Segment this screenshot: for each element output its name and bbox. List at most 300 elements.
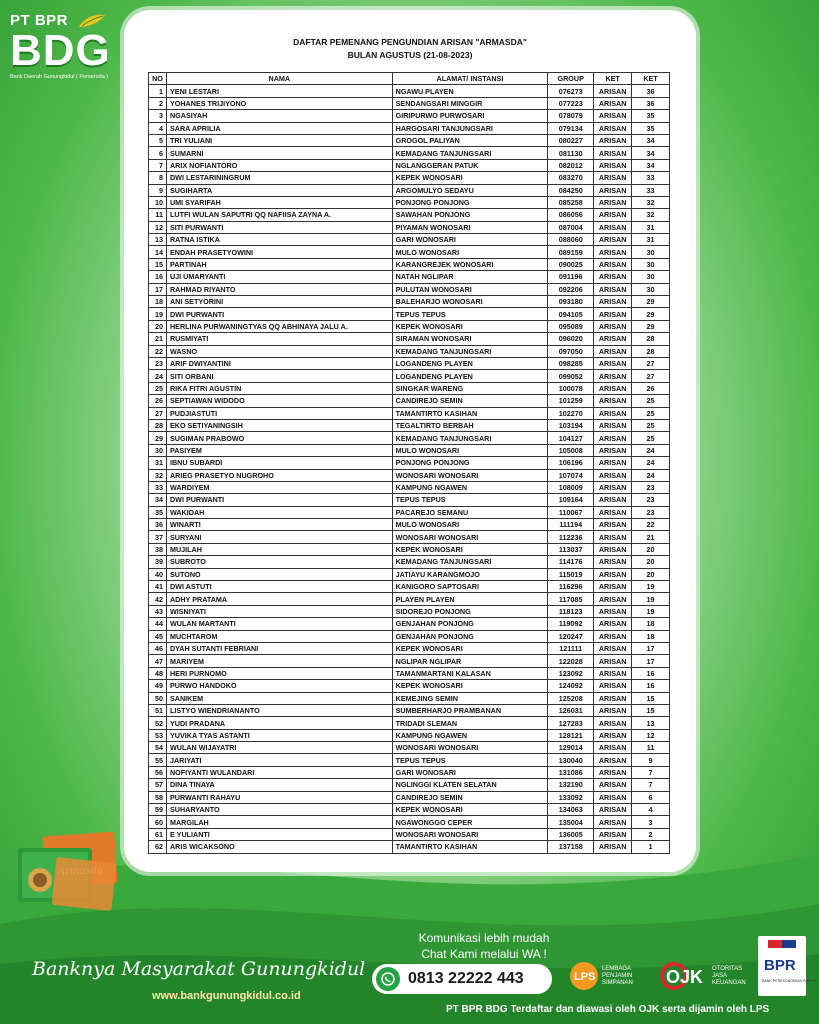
cell-ket-2: 34 bbox=[632, 147, 670, 159]
cell-ket-2: 22 bbox=[632, 519, 670, 531]
cell-nama: SARA APRILIA bbox=[166, 122, 392, 134]
cell-group: 097050 bbox=[548, 345, 594, 357]
table-row bbox=[149, 97, 670, 109]
regulatory-statement: PT BPR BDG Terdaftar dan diawasi oleh OJK serta dijamin oleh LPS bbox=[446, 1004, 770, 1015]
cell-ket: ARISAN bbox=[594, 469, 632, 481]
cell-alamat: LOGANDENG PLAYEN bbox=[392, 357, 548, 369]
cell-nama: PURWANTI RAHAYU bbox=[166, 791, 392, 803]
cell-ket-2: 12 bbox=[632, 729, 670, 741]
cell-group: 100078 bbox=[548, 382, 594, 394]
whatsapp-contact[interactable] bbox=[372, 964, 552, 994]
cell-alamat: NGLINGGI KLATEN SELATAN bbox=[392, 779, 548, 791]
cell-alamat: BALEHARJO WONOSARI bbox=[392, 296, 548, 308]
cell-no: 9 bbox=[149, 184, 167, 196]
cell-no: 25 bbox=[149, 382, 167, 394]
cell-alamat: MULO WONOSARI bbox=[392, 519, 548, 531]
whatsapp-number: 0813 22222 443 bbox=[408, 970, 524, 987]
cell-group: 093180 bbox=[548, 296, 594, 308]
cell-group: 077223 bbox=[548, 97, 594, 109]
cell-ket: ARISAN bbox=[594, 642, 632, 654]
cell-ket: ARISAN bbox=[594, 271, 632, 283]
cell-alamat: TEPUS TEPUS bbox=[392, 494, 548, 506]
cell-nama: RATNA ISTIKA bbox=[166, 234, 392, 246]
cell-alamat: NATAH NGLIPAR bbox=[392, 271, 548, 283]
cell-group: 089159 bbox=[548, 246, 594, 258]
cell-ket-2: 25 bbox=[632, 407, 670, 419]
cell-nama: SEPTIAWAN WIDODO bbox=[166, 395, 392, 407]
cell-ket: ARISAN bbox=[594, 457, 632, 469]
cell-ket: ARISAN bbox=[594, 184, 632, 196]
cell-ket-2: 24 bbox=[632, 469, 670, 481]
table-row bbox=[149, 469, 670, 481]
cell-alamat: KEPEK WONOSARI bbox=[392, 320, 548, 332]
cell-ket: ARISAN bbox=[594, 630, 632, 642]
cell-alamat: GROGOL PALIYAN bbox=[392, 134, 548, 146]
table-row bbox=[149, 494, 670, 506]
cell-group: 111194 bbox=[548, 519, 594, 531]
cell-ket: ARISAN bbox=[594, 110, 632, 122]
table-row bbox=[149, 382, 670, 394]
cell-nama: YOHANES TRIJIYONO bbox=[166, 97, 392, 109]
cell-nama: PARTINAH bbox=[166, 258, 392, 270]
cell-group: 125208 bbox=[548, 692, 594, 704]
cell-no: 58 bbox=[149, 791, 167, 803]
cell-nama: EKO SETIYANINGSIH bbox=[166, 419, 392, 431]
cell-nama: YUVIKA TYAS ASTANTI bbox=[166, 729, 392, 741]
table-row bbox=[149, 828, 670, 840]
cell-ket: ARISAN bbox=[594, 221, 632, 233]
bpr-sub: BANK PEREKONOMIAN RAKYAT bbox=[762, 979, 817, 983]
table-row bbox=[149, 568, 670, 580]
table-row bbox=[149, 196, 670, 208]
table-row bbox=[149, 729, 670, 741]
cell-ket: ARISAN bbox=[594, 667, 632, 679]
cell-nama: ANI SETYORINI bbox=[166, 296, 392, 308]
cell-ket: ARISAN bbox=[594, 97, 632, 109]
table-row bbox=[149, 258, 670, 270]
cell-group: 137158 bbox=[548, 841, 594, 853]
table-row bbox=[149, 122, 670, 134]
cell-alamat: TEPUS TEPUS bbox=[392, 754, 548, 766]
cell-alamat: JATIAYU KARANGMOJO bbox=[392, 568, 548, 580]
cell-alamat: KEPEK WONOSARI bbox=[392, 642, 548, 654]
cell-nama: DWI LESTARININGRUM bbox=[166, 172, 392, 184]
cell-group: 094105 bbox=[548, 308, 594, 320]
col-header-group: GROUP bbox=[548, 73, 594, 85]
table-row bbox=[149, 209, 670, 221]
cell-ket-2: 9 bbox=[632, 754, 670, 766]
cell-ket: ARISAN bbox=[594, 333, 632, 345]
cell-ket: ARISAN bbox=[594, 531, 632, 543]
cell-ket-2: 16 bbox=[632, 680, 670, 692]
cell-alamat: SENDANGSARI MINGGIR bbox=[392, 97, 548, 109]
table-row bbox=[149, 593, 670, 605]
cell-no: 39 bbox=[149, 556, 167, 568]
cell-nama: DWI PURWANTI bbox=[166, 494, 392, 506]
cell-no: 36 bbox=[149, 519, 167, 531]
cell-no: 4 bbox=[149, 122, 167, 134]
cell-ket: ARISAN bbox=[594, 742, 632, 754]
cell-group: 120247 bbox=[548, 630, 594, 642]
cell-alamat: WONOSARI WONOSARI bbox=[392, 828, 548, 840]
table-row bbox=[149, 630, 670, 642]
cell-group: 119092 bbox=[548, 618, 594, 630]
cell-no: 32 bbox=[149, 469, 167, 481]
cell-ket: ARISAN bbox=[594, 246, 632, 258]
cell-group: 121111 bbox=[548, 642, 594, 654]
cell-no: 7 bbox=[149, 159, 167, 171]
cell-nama: WASNO bbox=[166, 345, 392, 357]
cell-no: 33 bbox=[149, 481, 167, 493]
lps-sub-2: PENJAMIN bbox=[602, 973, 633, 979]
cell-no: 1 bbox=[149, 85, 167, 97]
cell-group: 126031 bbox=[548, 704, 594, 716]
cell-alamat: TRIDADI SLEMAN bbox=[392, 717, 548, 729]
cell-ket: ARISAN bbox=[594, 680, 632, 692]
cell-group: 136005 bbox=[548, 828, 594, 840]
cell-alamat: KEMADANG TANJUNGSARI bbox=[392, 147, 548, 159]
cell-ket-2: 28 bbox=[632, 333, 670, 345]
cell-alamat: TEGALTIRTO BERBAH bbox=[392, 419, 548, 431]
cell-ket-2: 30 bbox=[632, 258, 670, 270]
cell-ket: ARISAN bbox=[594, 481, 632, 493]
cell-no: 12 bbox=[149, 221, 167, 233]
cell-no: 24 bbox=[149, 370, 167, 382]
cell-ket-2: 27 bbox=[632, 357, 670, 369]
table-row bbox=[149, 531, 670, 543]
lps-logo bbox=[568, 956, 654, 996]
whatsapp-icon bbox=[376, 967, 400, 991]
cell-ket: ARISAN bbox=[594, 581, 632, 593]
cell-alamat: KEMADANG TANJUNGSARI bbox=[392, 345, 548, 357]
cell-group: 099052 bbox=[548, 370, 594, 382]
website-url[interactable]: www.bankgunungkidul.co.id bbox=[152, 990, 301, 1002]
cell-ket: ARISAN bbox=[594, 258, 632, 270]
table-row bbox=[149, 742, 670, 754]
cell-no: 8 bbox=[149, 172, 167, 184]
cell-group: 102270 bbox=[548, 407, 594, 419]
cell-nama: WARDIYEM bbox=[166, 481, 392, 493]
cell-ket-2: 35 bbox=[632, 110, 670, 122]
cell-nama: NGASIYAH bbox=[166, 110, 392, 122]
cell-no: 26 bbox=[149, 395, 167, 407]
cell-alamat: GARI WONOSARI bbox=[392, 766, 548, 778]
cell-group: 108009 bbox=[548, 481, 594, 493]
cell-ket-2: 33 bbox=[632, 172, 670, 184]
cell-ket: ARISAN bbox=[594, 816, 632, 828]
cell-ket-2: 23 bbox=[632, 494, 670, 506]
cell-nama: WAKIDAH bbox=[166, 506, 392, 518]
cell-ket: ARISAN bbox=[594, 568, 632, 580]
cell-no: 41 bbox=[149, 581, 167, 593]
col-header-ket-2: KET bbox=[632, 73, 670, 85]
cell-no: 51 bbox=[149, 704, 167, 716]
cell-alamat: PACAREJO SEMANU bbox=[392, 506, 548, 518]
cell-ket-2: 20 bbox=[632, 543, 670, 555]
cell-ket-2: 16 bbox=[632, 667, 670, 679]
cell-no: 56 bbox=[149, 766, 167, 778]
cell-nama: ARIEG PRASETYO NUGROHO bbox=[166, 469, 392, 481]
cell-ket: ARISAN bbox=[594, 841, 632, 853]
cell-ket-2: 13 bbox=[632, 717, 670, 729]
cell-no: 62 bbox=[149, 841, 167, 853]
cell-alamat: WONOSARI WONOSARI bbox=[392, 469, 548, 481]
cell-group: 131086 bbox=[548, 766, 594, 778]
cell-ket: ARISAN bbox=[594, 779, 632, 791]
cell-nama: E YULIANTI bbox=[166, 828, 392, 840]
cell-nama: RAHMAD RIYANTO bbox=[166, 283, 392, 295]
cell-group: 110067 bbox=[548, 506, 594, 518]
table-row bbox=[149, 704, 670, 716]
cell-nama: ENDAH PRASETYOWINI bbox=[166, 246, 392, 258]
cell-no: 29 bbox=[149, 432, 167, 444]
cell-ket: ARISAN bbox=[594, 543, 632, 555]
cell-ket: ARISAN bbox=[594, 766, 632, 778]
table-row bbox=[149, 667, 670, 679]
cell-group: 117085 bbox=[548, 593, 594, 605]
cell-no: 57 bbox=[149, 779, 167, 791]
cell-alamat: SIDOREJO PONJONG bbox=[392, 605, 548, 617]
cell-no: 20 bbox=[149, 320, 167, 332]
cell-nama: DWI PURWANTI bbox=[166, 308, 392, 320]
table-row bbox=[149, 754, 670, 766]
cell-group: 101259 bbox=[548, 395, 594, 407]
cell-group: 076273 bbox=[548, 85, 594, 97]
cell-group: 135004 bbox=[548, 816, 594, 828]
cell-ket-2: 30 bbox=[632, 246, 670, 258]
cell-ket: ARISAN bbox=[594, 506, 632, 518]
bpr-logo bbox=[758, 936, 817, 996]
cell-alamat: KAMPUNG NGAWEN bbox=[392, 729, 548, 741]
table-header-row bbox=[149, 73, 670, 85]
cell-ket-2: 34 bbox=[632, 134, 670, 146]
cell-nama: NOFIYANTI WULANDARI bbox=[166, 766, 392, 778]
table-row bbox=[149, 159, 670, 171]
cell-nama: MARIYEM bbox=[166, 655, 392, 667]
table-row bbox=[149, 581, 670, 593]
cell-alamat: GENJAHAN PONJONG bbox=[392, 618, 548, 630]
cell-alamat: PLAYEN PLAYEN bbox=[392, 593, 548, 605]
table-row bbox=[149, 246, 670, 258]
cell-alamat: TEPUS TEPUS bbox=[392, 308, 548, 320]
cell-group: 106196 bbox=[548, 457, 594, 469]
cell-no: 11 bbox=[149, 209, 167, 221]
cell-ket-2: 11 bbox=[632, 742, 670, 754]
cell-no: 14 bbox=[149, 246, 167, 258]
cell-alamat: KEMADANG TANJUNGSARI bbox=[392, 432, 548, 444]
cell-group: 116296 bbox=[548, 581, 594, 593]
cell-ket: ARISAN bbox=[594, 704, 632, 716]
table-row bbox=[149, 395, 670, 407]
cell-ket-2: 29 bbox=[632, 308, 670, 320]
cell-alamat: SIRAMAN WONOSARI bbox=[392, 333, 548, 345]
cell-ket: ARISAN bbox=[594, 209, 632, 221]
cell-ket: ARISAN bbox=[594, 717, 632, 729]
table-row bbox=[149, 283, 670, 295]
ojk-name: OJK bbox=[666, 967, 704, 987]
cell-no: 6 bbox=[149, 147, 167, 159]
cell-alamat: KEPEK WONOSARI bbox=[392, 680, 548, 692]
table-row bbox=[149, 407, 670, 419]
cell-no: 15 bbox=[149, 258, 167, 270]
cell-ket: ARISAN bbox=[594, 122, 632, 134]
cell-no: 31 bbox=[149, 457, 167, 469]
cell-group: 129014 bbox=[548, 742, 594, 754]
cell-group: 113037 bbox=[548, 543, 594, 555]
cell-ket: ARISAN bbox=[594, 345, 632, 357]
cell-ket: ARISAN bbox=[594, 729, 632, 741]
cell-alamat: KARANGREJEK WONOSARI bbox=[392, 258, 548, 270]
cell-group: 127283 bbox=[548, 717, 594, 729]
table-row bbox=[149, 841, 670, 853]
cell-ket-2: 29 bbox=[632, 320, 670, 332]
cell-group: 091196 bbox=[548, 271, 594, 283]
cell-alamat: PULUTAN WONOSARI bbox=[392, 283, 548, 295]
cell-no: 34 bbox=[149, 494, 167, 506]
cell-no: 18 bbox=[149, 296, 167, 308]
title-line-2: BULAN AGUSTUS (21-08-2023) bbox=[347, 50, 473, 60]
cell-ket: ARISAN bbox=[594, 308, 632, 320]
table-row bbox=[149, 543, 670, 555]
cell-nama: DINA TINAYA bbox=[166, 779, 392, 791]
table-row bbox=[149, 271, 670, 283]
cell-ket: ARISAN bbox=[594, 432, 632, 444]
cell-alamat: ARGOMULYO SEDAYU bbox=[392, 184, 548, 196]
cell-ket-2: 6 bbox=[632, 791, 670, 803]
table-row bbox=[149, 457, 670, 469]
cell-group: 095089 bbox=[548, 320, 594, 332]
cell-ket-2: 23 bbox=[632, 506, 670, 518]
cell-nama: ARIF DWIYANTINI bbox=[166, 357, 392, 369]
table-row bbox=[149, 618, 670, 630]
ojk-sub-1: OTORITAS bbox=[712, 966, 743, 972]
cell-no: 37 bbox=[149, 531, 167, 543]
cell-group: 114176 bbox=[548, 556, 594, 568]
table-row bbox=[149, 717, 670, 729]
cell-ket-2: 24 bbox=[632, 444, 670, 456]
cell-no: 35 bbox=[149, 506, 167, 518]
ojk-logo bbox=[660, 956, 746, 996]
cell-no: 40 bbox=[149, 568, 167, 580]
cell-alamat: NGLANGGERAN PATUK bbox=[392, 159, 548, 171]
cell-ket-2: 30 bbox=[632, 283, 670, 295]
cell-ket-2: 17 bbox=[632, 655, 670, 667]
armasda-booklet-illustration bbox=[14, 826, 122, 916]
cell-alamat: TAMANTIRTO KASIHAN bbox=[392, 841, 548, 853]
cell-no: 10 bbox=[149, 196, 167, 208]
cell-alamat: KEPEK WONOSARI bbox=[392, 172, 548, 184]
cell-alamat: PONJONG PONJONG bbox=[392, 196, 548, 208]
cell-nama: WISNIYATI bbox=[166, 605, 392, 617]
cell-ket: ARISAN bbox=[594, 147, 632, 159]
cell-ket: ARISAN bbox=[594, 593, 632, 605]
cell-ket-2: 36 bbox=[632, 85, 670, 97]
cell-ket-2: 19 bbox=[632, 593, 670, 605]
cell-nama: TRI YULIANI bbox=[166, 134, 392, 146]
cell-group: 105008 bbox=[548, 444, 594, 456]
cell-alamat: CANDIREJO SEMIN bbox=[392, 395, 548, 407]
cell-alamat: NGLIPAR NGLIPAR bbox=[392, 655, 548, 667]
cell-no: 44 bbox=[149, 618, 167, 630]
lps-sub-3: SIMPANAN bbox=[602, 980, 633, 986]
table-row bbox=[149, 804, 670, 816]
cell-no: 61 bbox=[149, 828, 167, 840]
cell-ket: ARISAN bbox=[594, 196, 632, 208]
cell-no: 55 bbox=[149, 754, 167, 766]
cell-ket-2: 2 bbox=[632, 828, 670, 840]
cell-alamat: GARI WONOSARI bbox=[392, 234, 548, 246]
cell-alamat: GENJAHAN PONJONG bbox=[392, 630, 548, 642]
logo-main-text: BDG bbox=[10, 26, 111, 75]
table-row bbox=[149, 605, 670, 617]
cell-alamat: PONJONG PONJONG bbox=[392, 457, 548, 469]
cell-alamat: TAMANMARTANI KALASAN bbox=[392, 667, 548, 679]
table-row bbox=[149, 432, 670, 444]
cell-alamat: KEPEK WONOSARI bbox=[392, 543, 548, 555]
cell-ket-2: 25 bbox=[632, 432, 670, 444]
cell-nama: SUGIMAN PRABOWO bbox=[166, 432, 392, 444]
cell-ket: ARISAN bbox=[594, 791, 632, 803]
cell-nama: YUDI PRADANA bbox=[166, 717, 392, 729]
cell-ket: ARISAN bbox=[594, 283, 632, 295]
cell-nama: LISTYO WIENDRIANANTO bbox=[166, 704, 392, 716]
cell-group: 098285 bbox=[548, 357, 594, 369]
cell-nama: UJI UMARYANTI bbox=[166, 271, 392, 283]
cell-nama: ARIS WICAKSONO bbox=[166, 841, 392, 853]
cell-no: 23 bbox=[149, 357, 167, 369]
cell-ket-2: 21 bbox=[632, 531, 670, 543]
cell-group: 079134 bbox=[548, 122, 594, 134]
cell-ket: ARISAN bbox=[594, 605, 632, 617]
table-row bbox=[149, 419, 670, 431]
cell-ket: ARISAN bbox=[594, 692, 632, 704]
table-row bbox=[149, 556, 670, 568]
cell-group: 096020 bbox=[548, 333, 594, 345]
tagline: Banknya Masyarakat Gunungkidul bbox=[32, 958, 366, 980]
cell-group: 130040 bbox=[548, 754, 594, 766]
cell-ket: ARISAN bbox=[594, 804, 632, 816]
cell-group: 134063 bbox=[548, 804, 594, 816]
col-header-no: NO bbox=[149, 73, 167, 85]
cell-ket-2: 17 bbox=[632, 642, 670, 654]
cell-nama: WINARTI bbox=[166, 519, 392, 531]
table-body bbox=[149, 85, 670, 853]
cell-no: 43 bbox=[149, 605, 167, 617]
col-header-nama: NAMA bbox=[166, 73, 392, 85]
cell-group: 104127 bbox=[548, 432, 594, 444]
cell-ket-2: 3 bbox=[632, 816, 670, 828]
cell-nama: SUGIHARTA bbox=[166, 184, 392, 196]
table-row bbox=[149, 308, 670, 320]
cell-ket-2: 15 bbox=[632, 704, 670, 716]
cell-ket-2: 19 bbox=[632, 581, 670, 593]
cell-ket: ARISAN bbox=[594, 828, 632, 840]
cell-nama: DYAH SUTANTI FEBRIANI bbox=[166, 642, 392, 654]
cell-alamat: WONOSARI WONOSARI bbox=[392, 742, 548, 754]
cell-no: 3 bbox=[149, 110, 167, 122]
cell-ket: ARISAN bbox=[594, 395, 632, 407]
cell-group: 088060 bbox=[548, 234, 594, 246]
table-row bbox=[149, 519, 670, 531]
cell-ket-2: 4 bbox=[632, 804, 670, 816]
ojk-sub-3: KEUANGAN bbox=[712, 980, 746, 986]
cell-alamat: SUMBERHARJO PRAMBANAN bbox=[392, 704, 548, 716]
cell-ket: ARISAN bbox=[594, 134, 632, 146]
cell-ket-2: 36 bbox=[632, 97, 670, 109]
table-row bbox=[149, 680, 670, 692]
cell-group: 133092 bbox=[548, 791, 594, 803]
cell-ket-2: 33 bbox=[632, 184, 670, 196]
